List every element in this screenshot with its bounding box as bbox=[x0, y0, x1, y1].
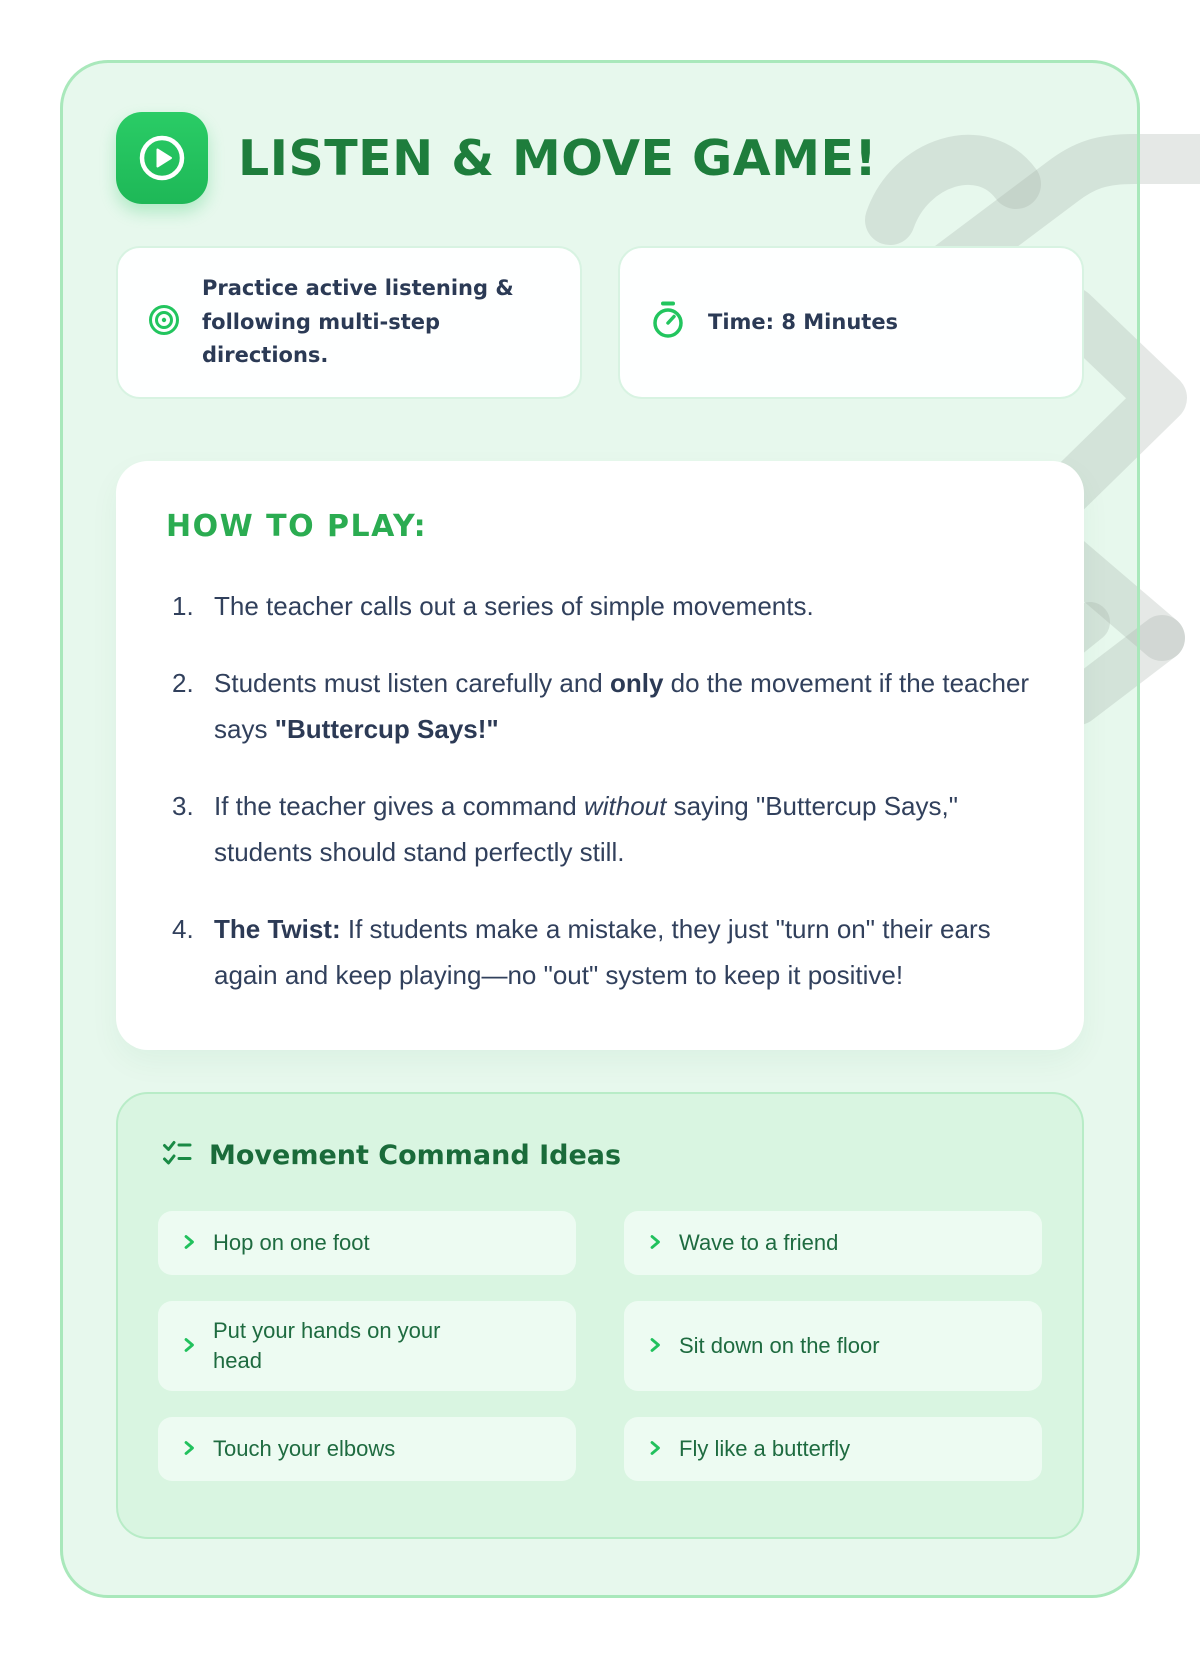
how-to-play-step bbox=[172, 661, 1034, 752]
chevron-right-icon bbox=[648, 1333, 662, 1359]
step-number: 4. bbox=[172, 914, 194, 945]
command-chip bbox=[158, 1417, 576, 1481]
time-text: Time: 8 Minutes bbox=[708, 309, 899, 334]
step-number: 1. bbox=[172, 590, 194, 621]
command-chip bbox=[624, 1211, 1042, 1275]
play-circle-icon bbox=[116, 112, 208, 204]
header bbox=[116, 112, 1084, 204]
chevron-right-icon bbox=[648, 1436, 662, 1462]
command-label: Fly like a butterfly bbox=[679, 1435, 851, 1461]
command-chip bbox=[624, 1417, 1042, 1481]
commands-grid bbox=[158, 1211, 1042, 1480]
step-number: 2. bbox=[172, 668, 194, 699]
command-label: Sit down on the floor bbox=[679, 1333, 880, 1359]
how-to-play-step bbox=[172, 907, 1034, 998]
step-text: If the teacher gives a command without saying "Buttercup Says," students should stand perfectly still. bbox=[214, 791, 958, 867]
how-to-play-list bbox=[166, 584, 1034, 999]
command-label: Hop on one foot bbox=[213, 1230, 370, 1256]
info-cards-row bbox=[116, 246, 1084, 399]
commands-card bbox=[116, 1092, 1084, 1538]
how-to-play-card bbox=[116, 461, 1084, 1051]
command-label: Touch your elbows bbox=[213, 1435, 396, 1461]
commands-title: Movement Command Ideas bbox=[209, 1140, 622, 1172]
objective-text: Practice active listening & following multi-step directions. bbox=[202, 276, 514, 368]
commands-heading-row bbox=[158, 1138, 1042, 1173]
step-text: Students must listen carefully and only do the movement if the teacher says "Buttercup Says!" bbox=[214, 668, 1030, 744]
command-chip bbox=[624, 1301, 1042, 1390]
how-to-play-step bbox=[172, 584, 1034, 630]
step-number: 3. bbox=[172, 791, 194, 822]
how-to-play-heading: HOW TO PLAY: bbox=[166, 508, 428, 544]
command-chip bbox=[158, 1211, 576, 1275]
command-label: Put your hands on your head bbox=[213, 1318, 441, 1373]
how-to-play-step bbox=[172, 784, 1034, 875]
command-chip bbox=[158, 1301, 576, 1390]
lesson-card bbox=[60, 60, 1140, 1598]
chevron-right-icon bbox=[182, 1436, 196, 1462]
objective-card bbox=[116, 246, 582, 399]
page-title: LISTEN & MOVE GAME! bbox=[238, 129, 878, 187]
step-text: The teacher calls out a series of simple movements. bbox=[214, 590, 814, 621]
time-card bbox=[618, 246, 1084, 399]
checklist-icon bbox=[162, 1138, 192, 1173]
stopwatch-icon bbox=[650, 300, 686, 345]
chevron-right-icon bbox=[182, 1333, 196, 1359]
chevron-right-icon bbox=[648, 1230, 662, 1256]
chevron-right-icon bbox=[182, 1230, 196, 1256]
step-text: The Twist: If students make a mistake, they just "turn on" their ears again and keep playing—no "out" system to keep it positive! bbox=[214, 914, 991, 990]
command-label: Wave to a friend bbox=[679, 1230, 839, 1256]
target-icon bbox=[148, 304, 180, 341]
